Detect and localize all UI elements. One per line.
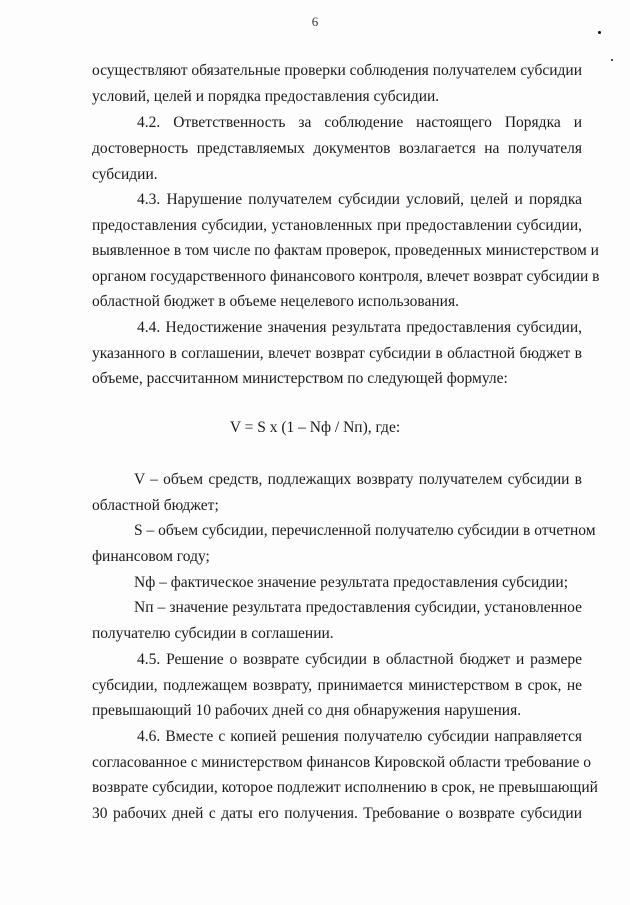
text-line: предоставления субсидии, установленных при предоставлении субсидии, — [92, 217, 582, 234]
text-line: условий, целей и порядка предоставления субсидии. — [92, 88, 440, 105]
text-line: финансовом году; — [92, 548, 210, 565]
scan-speck — [598, 31, 601, 34]
text-line: возврате субсидии, которое подлежит исполнению в срок, не превышающий — [92, 779, 598, 796]
text-line: 4.4. Недостижение значения результата предоставления субсидии, — [137, 319, 582, 336]
text-line: Nф – фактическое значение результата предоставления субсидии; — [134, 574, 569, 591]
page-number: 6 — [311, 14, 319, 29]
scan-speck — [611, 59, 613, 61]
text-line: 4.5. Решение о возврате субсидии в областной бюджет и размере — [137, 651, 582, 668]
text-line: указанного в соглашении, влечет возврат субсидии в областной бюджет в — [92, 345, 582, 362]
text-line: V – объем средств, подлежащих возврату получателем субсидии в — [134, 471, 582, 488]
text-line: объеме, рассчитанном министерством по следующей формуле: — [92, 370, 508, 387]
text-line: областной бюджет; — [92, 497, 219, 514]
text-line: областной бюджет в объеме нецелевого использования. — [92, 293, 459, 310]
text-line: Nп – значение результата предоставления субсидии, установленное — [134, 599, 582, 616]
text-line: осуществляют обязательные проверки соблюдения получателем субсидии — [92, 62, 582, 79]
text-line: получателю субсидии в соглашении. — [92, 625, 334, 642]
text-line: субсидии. — [92, 166, 158, 183]
text-line: 4.2. Ответственность за соблюдение настоящего Порядка и — [137, 114, 582, 131]
text-line: 4.6. Вместе с копией решения получателю субсидии направляется — [137, 728, 582, 745]
text-line: S – объем субсидии, перечисленной получателю субсидии в отчетном — [134, 522, 596, 539]
text-line: 30 рабочих дней с даты его получения. Требование о возврате субсидии — [92, 805, 582, 822]
formula: V = S x (1 – Nф / Nп), где: — [229, 419, 401, 436]
text-line: выявленное в том числе по фактам проверок, проведенных министерством и — [92, 242, 599, 259]
text-line: субсидии, подлежащем возврату, принимается министерством в срок, не — [92, 677, 582, 694]
text-line: 4.3. Нарушение получателем субсидии условий, целей и порядка — [137, 191, 582, 208]
text-line: согласованное с министерством финансов Кировской области требование о — [92, 754, 591, 771]
text-line: органом государственного финансового контроля, влечет возврат субсидии в — [92, 268, 600, 285]
text-line: превышающий 10 рабочих дней со дня обнаружения нарушения. — [92, 702, 522, 719]
text-line: достоверность представляемых документов возлагается на получателя — [92, 140, 582, 157]
